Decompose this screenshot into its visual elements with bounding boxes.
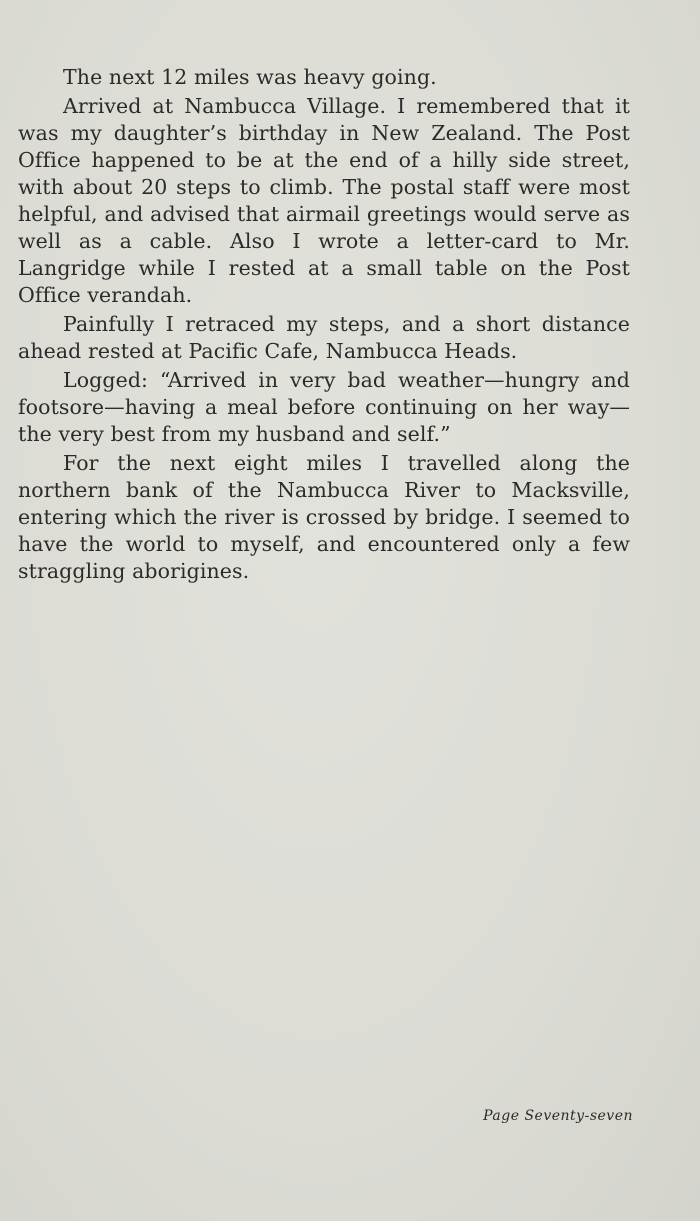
paragraph-4: Logged: “Arrived in very bad weather—hungry and footsore—having a meal before continuing on her way—the very best from my husband and self.” bbox=[18, 368, 630, 446]
paragraph-5: For the next eight miles I travelled along the northern bank of the Nambucca River to Macksville, entering which the river is crossed by bridge. I seemed to have the world to myself, and encountered only a few straggling aborigines. bbox=[18, 451, 630, 583]
page-number: Page Seventy-seven bbox=[483, 1108, 633, 1124]
paragraph-3: Painfully I retraced my steps, and a short distance ahead rested at Pacific Cafe, Nambucca Heads. bbox=[18, 312, 630, 363]
paragraph-1: The next 12 miles was heavy going. bbox=[63, 65, 437, 89]
paragraph-2: Arrived at Nambucca Village. I remembered that it was my daughter’s birthday in New Zealand. The Post Office happened to be at the end of a hilly side street, with about 20 steps to climb. The postal staff were most helpful, and advised that airmail greetings would serve as well as a cable. Also I wrote a letter-card to Mr. Langridge while I rested at a small table on the Post Office verandah. bbox=[18, 94, 630, 307]
body-text bbox=[18, 64, 630, 587]
